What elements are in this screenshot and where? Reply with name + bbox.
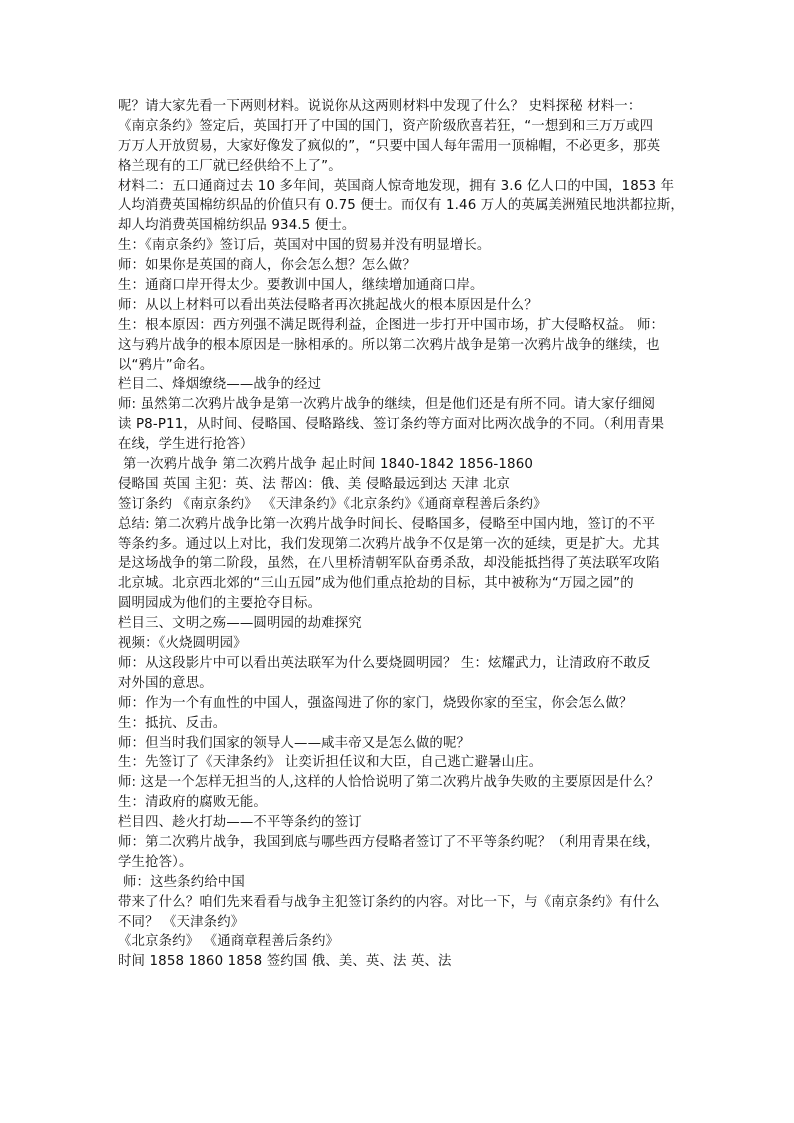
text-line: 这与鸦片战争的根本原因是一脉相承的。所以第二次鸦片战争是第一次鸦片战争的继续，也	[118, 337, 660, 353]
document-page	[118, 97, 686, 972]
text-line: 总结: 第二次鸦片战争比第一次鸦片战争时间长、侵略国多，侵略至中国内地，签订的不平	[118, 516, 656, 532]
text-line: 却人均消费英国棉纺织品 934.5 便士。	[118, 218, 356, 234]
comparison-row: 第一次鸦片战争 第二次鸦片战争 起止时间 1840-1842 1856-1860	[123, 457, 534, 473]
text-line: 是这场战争的第二阶段，虽然，在八里桥清朝军队奋勇杀敌，却没能抵挡得了英法联军攻陷	[118, 556, 660, 572]
text-line: 读 P8-P11，从时间、侵略国、侵略路线、签订条约等方面对比两次战争的不同。（利用青果	[118, 417, 665, 433]
text-line: 师：但当时我们国家的领导人——咸丰帝又是怎么做的呢？	[118, 735, 471, 751]
text-line: 对外国的意思。	[118, 675, 213, 691]
section-heading: 栏目四、趁火打劫——不平等条约的签订	[118, 815, 362, 831]
text-line: 带来了什么？咱们先来看看与战争主犯签订条约的内容。对比一下，与《南京条约》有什么	[118, 894, 660, 910]
text-line: 生：《南京条约》签订后，英国对中国的贸易并没有明显增长。	[118, 238, 491, 254]
text-line: 圆明园成为他们的主要抢夺目标。	[118, 596, 322, 612]
text-line: 在线，学生进行抢答）	[118, 437, 254, 453]
comparison-row: 侵略国 英国 主犯：英、法 帮凶：俄、美 侵略最远到达 天津 北京	[118, 476, 511, 492]
text-line: 生：抵抗、反击。	[118, 715, 227, 731]
comparison-row: 签订条约 《南京条约》 《天津条约》《北京条约》《通商章程善后条约》	[118, 496, 547, 512]
text-line: 师：从以上材料可以看出英法侵略者再次挑起战火的根本原因是什么？	[118, 297, 538, 313]
section-heading: 栏目二、烽烟缭绕——战争的经过	[118, 377, 322, 393]
text-line: 人均消费英国棉纺织品的价值只有 0.75 便士。而仅有 1.46 万人的英属美洲殖民地洪都拉斯，	[118, 198, 684, 214]
text-line: 学生抢答）。	[118, 854, 193, 870]
section-heading: 栏目三、文明之殇——圆明园的劫难探究	[118, 616, 362, 632]
text-line: 师：从这段影片中可以看出英法联军为什么要烧圆明园？ 生：炫耀武力，让清政府不敢反	[118, 655, 651, 671]
text-line: 视频：《火烧圆明园》	[118, 636, 247, 652]
text-line: 师：如果你是英国的商人，你会怎么想？怎么做？	[118, 258, 416, 274]
text-line: 《南京条约》签定后，英国打开了中国的国门，资产阶级欣喜若狂，“一想到和三万万或四	[118, 118, 654, 134]
text-line: 师: 虽然第二次鸦片战争是第一次鸦片战争的继续，但是他们还是有所不同。请大家仔细阅	[118, 397, 656, 413]
text-line: 材料二：五口通商过去 10 多年间，英国商人惊奇地发现，拥有 3.6 亿人口的中国，1853 年	[118, 178, 675, 194]
text-line: 万万人开放贸易，大家好像发了疯似的”，“只要中国人每年需用一顶棉帽，不必更多，那英	[118, 138, 661, 154]
text-line: 师：作为一个有血性的中国人，强盗闯进了你的家门，烧毁你家的至宝，你会怎么做？	[118, 695, 633, 711]
text-line: 生：清政府的腐败无能。	[118, 795, 267, 811]
text-line: 生：先签订了《天津条约》 让奕䜣担任议和大臣，自己逃亡避暑山庄。	[118, 755, 543, 771]
text-line: 以“鸦片”命名。	[118, 357, 214, 373]
text-line: 格兰现有的工厂就已经供给不上了”。	[118, 158, 342, 174]
comparison-row: 时间 1858 1860 1858 签约国 俄、美、英、法 英、法	[118, 954, 452, 970]
comparison-row: 《北京条约》 《通商章程善后条约》	[118, 934, 340, 950]
text-line: 呢？请大家先看一下两则材料。说说你从这两则材料中发现了什么？ 史料探秘 材料一：	[118, 99, 642, 114]
text-line: 北京城。北京西北郊的“三山五园”成为他们重点抢劫的目标，其中被称为“万园之园”的	[118, 576, 634, 592]
text-line: 生：通商口岸开得太少。要教训中国人，继续增加通商口岸。	[118, 278, 484, 294]
text-line: 生：根本原因：西方列强不满足既得利益，企图进一步打开中国市场，扩大侵略权益。 师：	[118, 317, 665, 333]
text-line: 等条约多。通过以上对比，我们发现第二次鸦片战争不仅是第一次的延续，更是扩大。尤其	[118, 536, 660, 552]
text-line: 师：第二次鸦片战争，我国到底与哪些西方侵略者签订了不平等条约呢？（利用青果在线，	[118, 834, 660, 850]
text-line: 不同？ 《天津条约》	[118, 914, 245, 930]
text-line: 师：这些条约给中国	[123, 874, 245, 890]
text-line: 师: 这是一个怎样无担当的人,这样的人恰恰说明了第二次鸦片战争失败的主要原因是什么？	[118, 775, 660, 791]
